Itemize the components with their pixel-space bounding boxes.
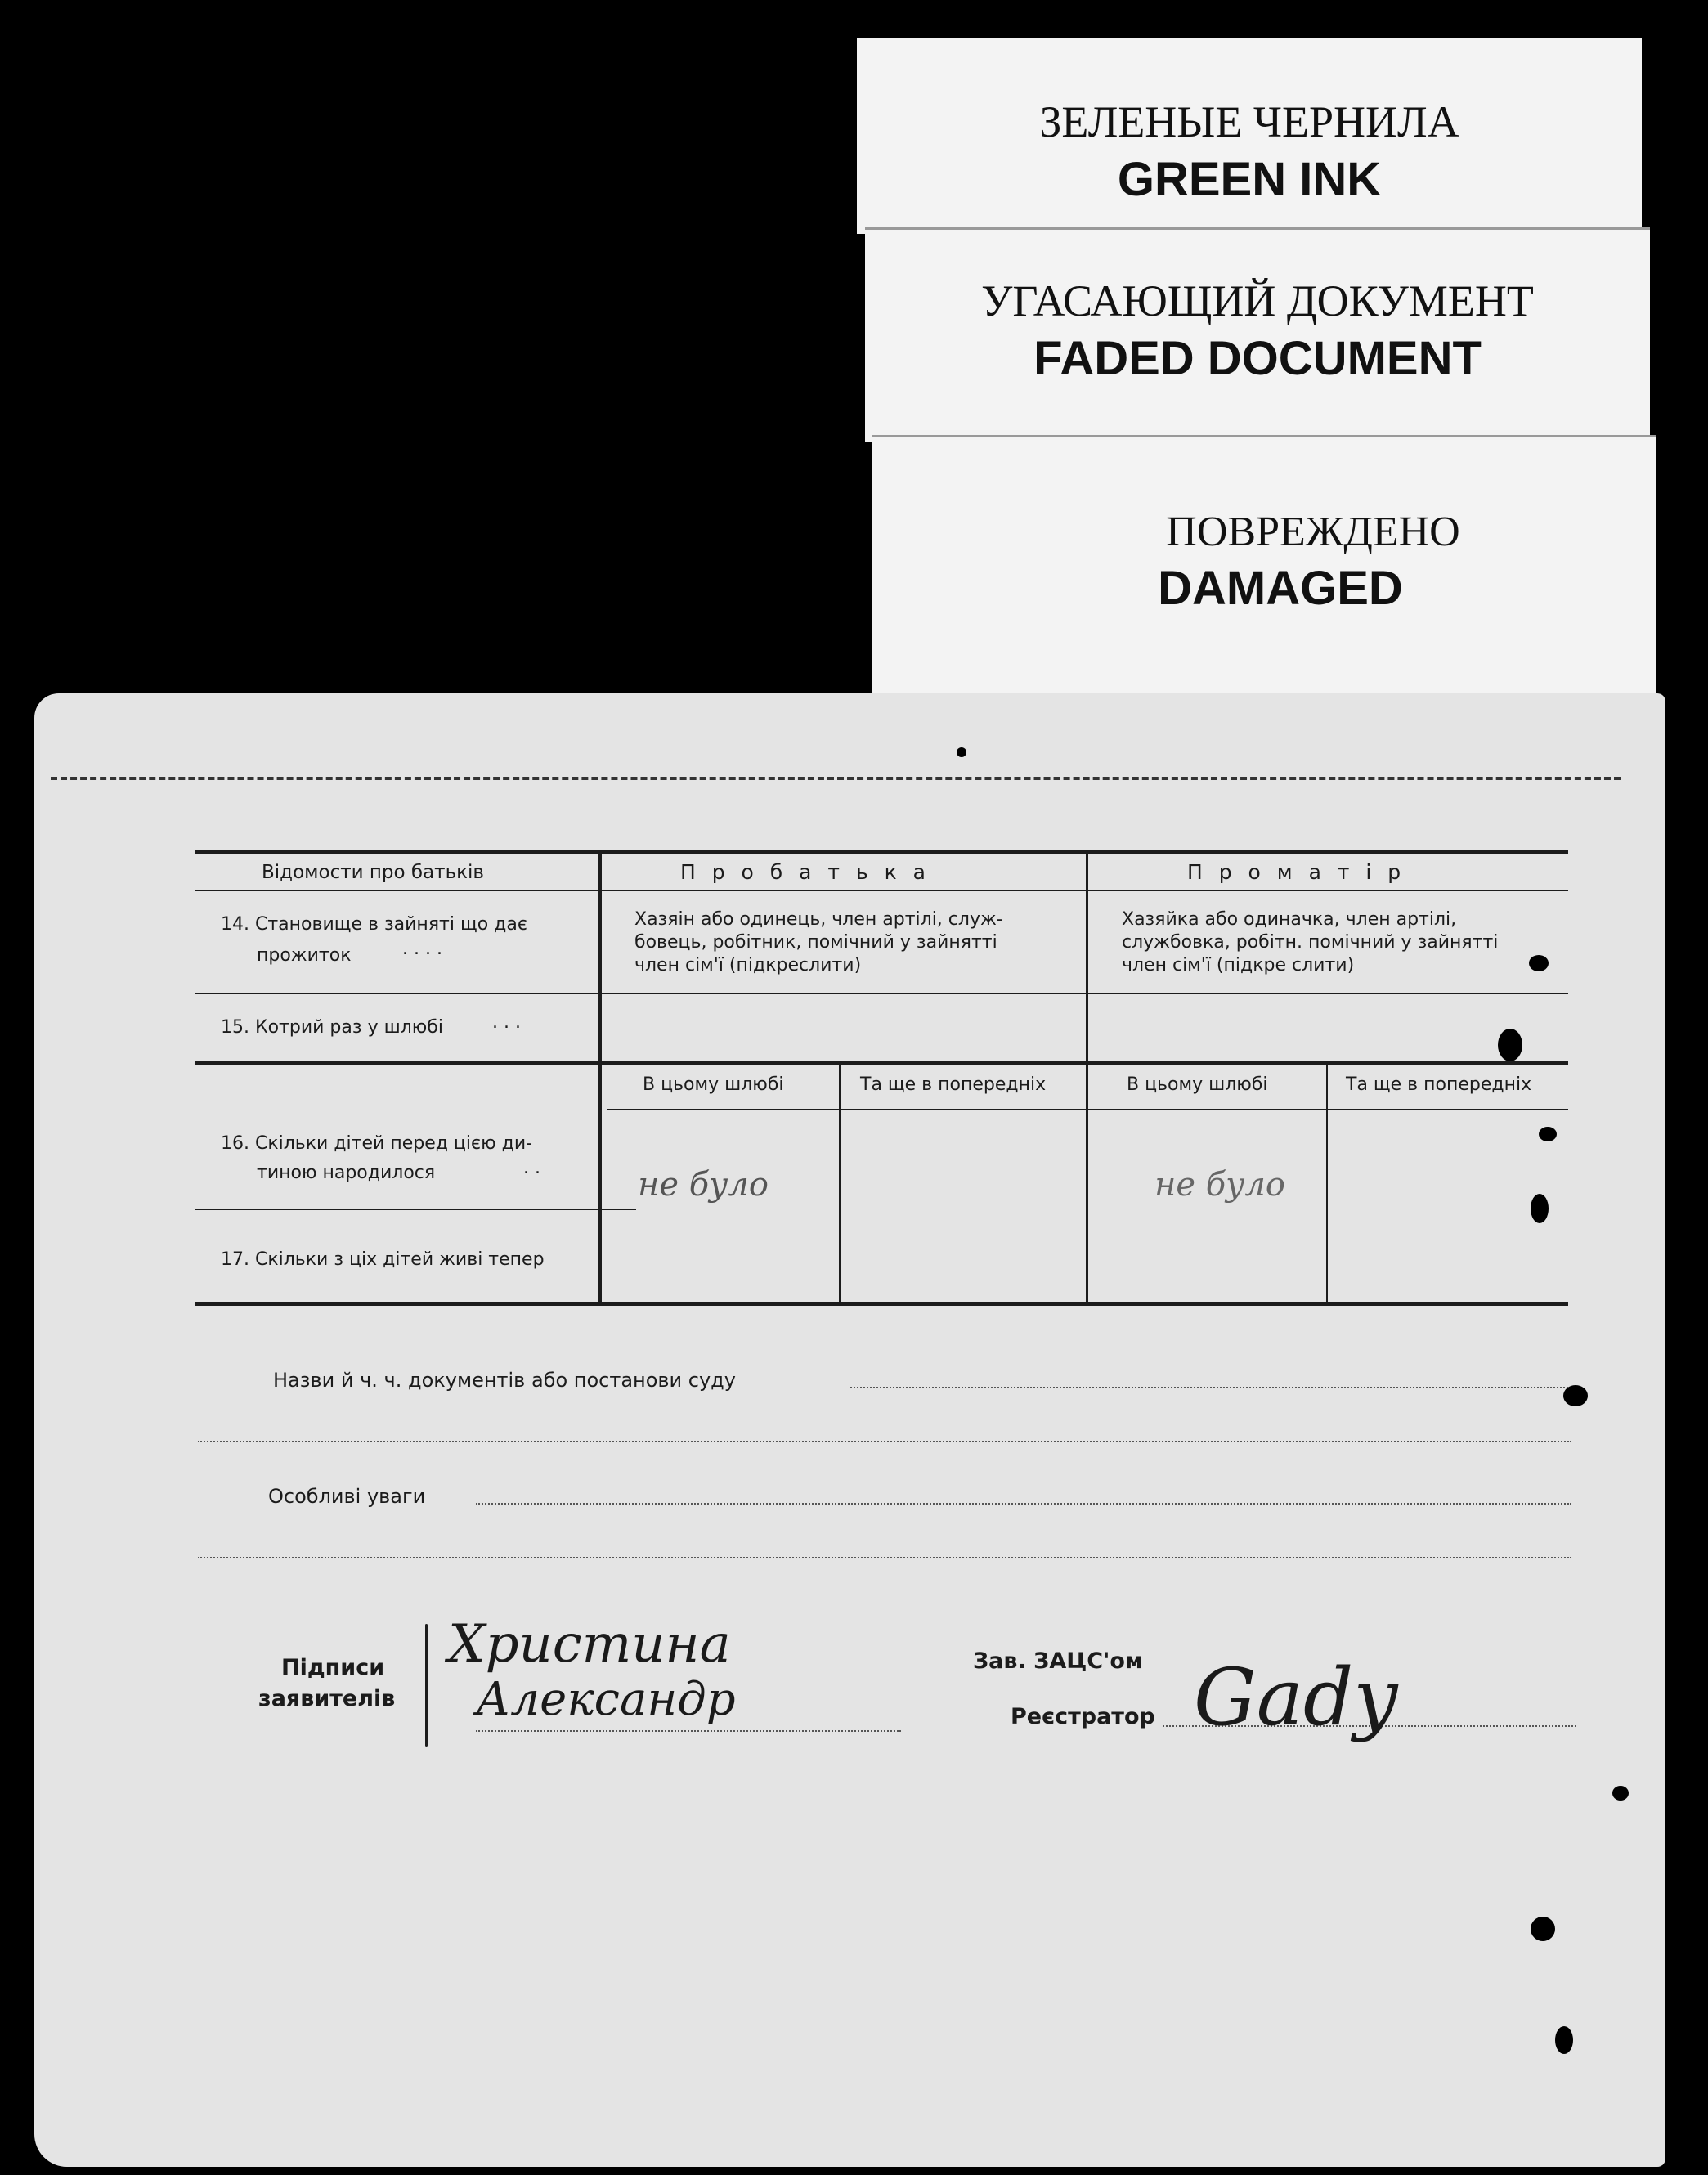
row16-father-answer: не було [638,1166,769,1204]
signatures-label-line1: Підписи [281,1655,385,1680]
signature-1: Христина [448,1614,731,1675]
damaged-ru: ПОВРЕЖДЕНО [1166,509,1460,555]
row14-mother-line3: член сім'ї (підкре слити) [1122,955,1355,975]
green-ink-ru: ЗЕЛЕНЫЕ ЧЕРНИЛА [1039,97,1459,146]
punch-dot [957,747,966,757]
signature-2: Александр [476,1673,736,1726]
green-ink-en: GREEN INK [1117,153,1382,206]
signature-line [476,1730,901,1732]
damaged-label [872,435,1656,707]
notes-label: Особливі уваги [268,1485,426,1508]
damage-hole [1612,1786,1629,1801]
documents-line [850,1387,1571,1388]
row14-leader: . . . . [402,939,442,959]
faded-ru: УГАСАЮЩИЙ ДОКУМЕНТ [981,276,1534,325]
row15-label: 15. Котрий раз у шлюбі [221,1017,443,1038]
damage-hole [1555,2026,1573,2054]
registrar-signature: Gady [1194,1652,1398,1743]
signatures-label-line2: заявителів [258,1686,396,1711]
faded-en: FADED DOCUMENT [1033,332,1482,385]
document-page [34,693,1665,2167]
damage-hole [1529,955,1549,971]
zags-head-label: Зав. ЗАЦС'ом [973,1648,1143,1674]
row14-mother-line2: службовка, робітн. помічний у зайнятті [1122,932,1499,953]
row16-leader: . . [523,1158,540,1178]
row15-leader: . . . [492,1012,521,1033]
row14-father-line1: Хазяін або одинець, член артілі, служ- [634,909,1003,930]
row16-label-line2: тиною народилося [257,1163,436,1183]
father-previous: Та ще в попередніх [860,1074,1047,1095]
father-this-marriage: В цьому шлюбі [643,1074,784,1095]
damage-hole [1563,1385,1588,1406]
green-ink-label [857,38,1642,234]
row14-father-line2: бовець, робітник, помічний у зайнятті [634,932,997,953]
notes-line [476,1503,1571,1505]
damage-hole [1539,1127,1557,1141]
header-father: П р о б а т ь к а [680,860,930,884]
faded-document-label [865,227,1650,442]
damage-hole [1531,1194,1549,1223]
damage-hole [1531,1917,1555,1941]
row16-label-line1: 16. Скільки дітей перед цією ди- [221,1133,533,1154]
documents-label: Назви й ч. ч. документів або постанови суду [273,1369,736,1392]
row16-mother-answer: не було [1154,1166,1285,1204]
header-parents-info: Відомости про батьків [262,862,484,883]
notes-line-2 [198,1557,1571,1558]
damage-hole [1498,1029,1522,1061]
row14-father-line3: член сім'ї (підкреслити) [634,955,862,975]
documents-line-2 [198,1441,1571,1442]
perforation-line [51,777,1621,780]
row14-mother-line1: Хазяйка або одиначка, член артілі, [1122,909,1457,930]
mother-this-marriage: В цьому шлюбі [1127,1074,1268,1095]
row14-label-line2: прожиток [257,945,352,966]
row17-label: 17. Скільки з ціх дітей живі тепер [221,1249,545,1270]
header-mother: П р о м а т і р [1187,860,1406,884]
registrar-label: Реєстратор [1011,1704,1155,1729]
damaged-en: DAMAGED [1158,562,1403,615]
signatures-brace [425,1624,428,1747]
row14-label-line1: 14. Становище в зайняті що дає [221,914,527,935]
mother-previous: Та ще в попередніх [1346,1074,1532,1095]
